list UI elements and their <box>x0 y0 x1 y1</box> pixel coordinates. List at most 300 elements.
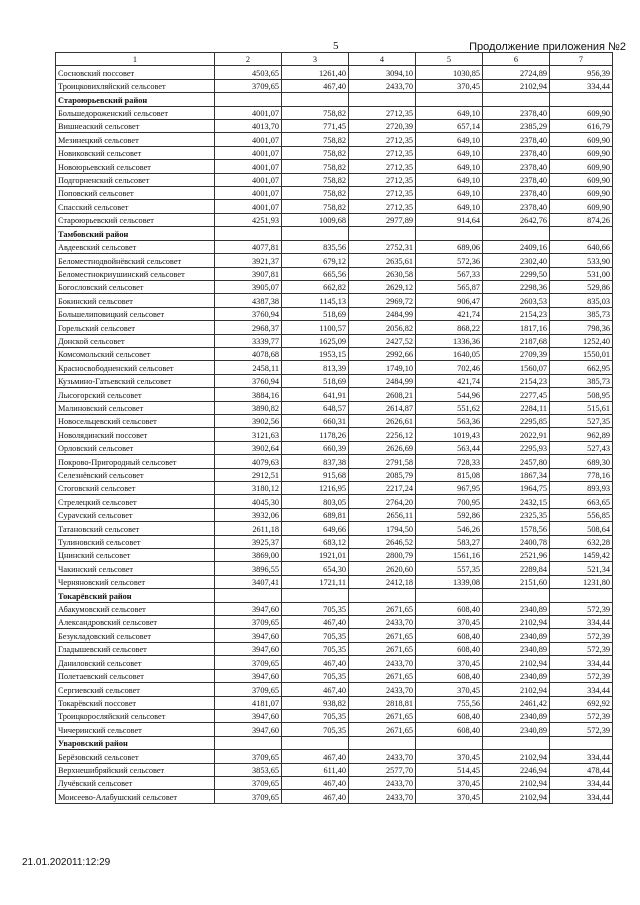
appendix-continuation-label: Продолжение приложения №2 <box>469 41 626 53</box>
value-cell-col7: 527,43 <box>550 441 613 454</box>
table-row <box>56 549 613 562</box>
value-cell-col7: 334,44 <box>550 776 613 789</box>
value-cell-col6: 2102,94 <box>483 776 550 789</box>
value-cell-col7: 556,85 <box>550 508 613 521</box>
value-cell-col2: 3869,00 <box>215 549 282 562</box>
council-name: Бокинский сельсовет <box>56 294 215 307</box>
value-cell-col6: 2432,15 <box>483 495 550 508</box>
value-cell-col5: 649,10 <box>416 173 483 186</box>
value-cell-col4: 2712,35 <box>349 187 416 200</box>
value-cell-col6: 2154,23 <box>483 374 550 387</box>
value-cell-col7: 334,44 <box>550 750 613 763</box>
table-row <box>56 254 613 267</box>
council-name: Вишнеаский сельсовет <box>56 120 215 133</box>
table-row <box>56 133 613 146</box>
value-cell-col2: 2458,11 <box>215 361 282 374</box>
value-cell-col5: 868,22 <box>416 321 483 334</box>
page-number: 5 <box>333 40 339 52</box>
value-cell-col3: 758,82 <box>282 146 349 159</box>
table-row <box>56 629 613 642</box>
value-cell-col7: 334,44 <box>550 790 613 803</box>
value-cell-col5: 563,44 <box>416 441 483 454</box>
value-cell-col6: 2102,94 <box>483 616 550 629</box>
value-cell-col6: 2340,89 <box>483 709 550 722</box>
value-cell-col6: 2102,94 <box>483 656 550 669</box>
value-cell-col5: 1640,05 <box>416 347 483 360</box>
value-cell-col7: 962,89 <box>550 428 613 441</box>
value-cell-col6: 2340,89 <box>483 723 550 736</box>
value-cell-col2: 4045,30 <box>215 495 282 508</box>
table-row <box>56 120 613 133</box>
value-cell-col7: 572,39 <box>550 723 613 736</box>
table-row <box>56 776 613 789</box>
council-name: Александровский сельсовет <box>56 616 215 629</box>
value-cell-col3: 641,91 <box>282 388 349 401</box>
value-cell-col3: 654,30 <box>282 562 349 575</box>
value-cell-col2: 3407,41 <box>215 575 282 588</box>
value-cell-col2: 2968,37 <box>215 321 282 334</box>
value-cell-col2: 3921,37 <box>215 254 282 267</box>
value-cell-col3: 705,35 <box>282 709 349 722</box>
table-row <box>56 280 613 293</box>
council-name: Селезнёвский сельсовет <box>56 468 215 481</box>
value-cell-col6: 2378,40 <box>483 173 550 186</box>
council-name: Беломестнодвойнёвский сельсовет <box>56 254 215 267</box>
value-cell-col3: 758,82 <box>282 160 349 173</box>
value-cell-col7: 572,39 <box>550 629 613 642</box>
value-cell-col5: 592,86 <box>416 508 483 521</box>
value-cell-col6: 2295,93 <box>483 441 550 454</box>
value-cell-col3: 1145,13 <box>282 294 349 307</box>
value-cell-col5: 563,36 <box>416 414 483 427</box>
value-cell-col3: 649,66 <box>282 522 349 535</box>
value-cell-col7: 1231,80 <box>550 575 613 588</box>
value-cell-col5: 1561,16 <box>416 549 483 562</box>
council-name: Горельский сельсовет <box>56 321 215 334</box>
value-cell-col4 <box>349 93 416 106</box>
council-name: Даниловский сельсовет <box>56 656 215 669</box>
value-cell-col3: 1178,26 <box>282 428 349 441</box>
council-name: Богословский сельсовет <box>56 280 215 293</box>
value-cell-col4: 2433,70 <box>349 79 416 92</box>
value-cell-col6: 2378,40 <box>483 200 550 213</box>
value-cell-col6: 2378,40 <box>483 133 550 146</box>
value-cell-col2: 3180,12 <box>215 482 282 495</box>
table-row <box>56 66 613 79</box>
council-name: Донской сельсовет <box>56 334 215 347</box>
value-cell-col5: 649,10 <box>416 160 483 173</box>
value-cell-col7: 515,61 <box>550 401 613 414</box>
value-cell-col4: 2969,72 <box>349 294 416 307</box>
value-cell-col7: 609,90 <box>550 106 613 119</box>
value-cell-col5: 967,95 <box>416 482 483 495</box>
table-row <box>56 79 613 92</box>
value-cell-col3: 1009,68 <box>282 213 349 226</box>
value-cell-col6: 2302,40 <box>483 254 550 267</box>
value-cell-col4: 2712,35 <box>349 146 416 159</box>
value-cell-col5: 649,10 <box>416 200 483 213</box>
value-cell-col7: 334,44 <box>550 616 613 629</box>
council-name: Берёзовский сельсовет <box>56 750 215 763</box>
district-header-row <box>56 589 613 602</box>
value-cell-col2: 3947,60 <box>215 669 282 682</box>
council-name: Сосновский поссовет <box>56 66 215 79</box>
value-cell-col2: 3932,06 <box>215 508 282 521</box>
value-cell-col6: 2022,91 <box>483 428 550 441</box>
value-cell-col5: 370,45 <box>416 656 483 669</box>
value-cell-col7: 572,39 <box>550 642 613 655</box>
column-number: 6 <box>483 53 550 66</box>
value-cell-col5: 370,45 <box>416 616 483 629</box>
value-cell-col3: 689,81 <box>282 508 349 521</box>
table-row <box>56 575 613 588</box>
value-cell-col7: 572,39 <box>550 602 613 615</box>
value-cell-col4: 1794,50 <box>349 522 416 535</box>
value-cell-col4: 2614,87 <box>349 401 416 414</box>
column-number: 4 <box>349 53 416 66</box>
value-cell-col3 <box>282 589 349 602</box>
value-cell-col3: 467,40 <box>282 616 349 629</box>
table-row <box>56 468 613 481</box>
table-row <box>56 441 613 454</box>
council-name: Спасский сельсовет <box>56 200 215 213</box>
value-cell-col3: 813,39 <box>282 361 349 374</box>
value-cell-col6: 2603,53 <box>483 294 550 307</box>
value-cell-col3: 803,05 <box>282 495 349 508</box>
value-cell-col5: 608,40 <box>416 723 483 736</box>
value-cell-col5 <box>416 227 483 240</box>
value-cell-col6: 1964,75 <box>483 482 550 495</box>
value-cell-col7 <box>550 93 613 106</box>
value-cell-col2: 4387,38 <box>215 294 282 307</box>
council-name: Тулиновский сельсовет <box>56 535 215 548</box>
table-row <box>56 213 613 226</box>
value-cell-col2: 3709,65 <box>215 683 282 696</box>
value-cell-col6: 2642,76 <box>483 213 550 226</box>
council-name: Цнинский сельсовет <box>56 549 215 562</box>
table-row <box>56 160 613 173</box>
value-cell-col2: 3709,65 <box>215 656 282 669</box>
value-cell-col4: 2085,79 <box>349 468 416 481</box>
value-cell-col5: 565,87 <box>416 280 483 293</box>
value-cell-col4: 2646,52 <box>349 535 416 548</box>
value-cell-col3: 467,40 <box>282 790 349 803</box>
council-name: Мезинецкий сельсовет <box>56 133 215 146</box>
value-cell-col6: 2709,39 <box>483 347 550 360</box>
value-cell-col4: 2484,99 <box>349 307 416 320</box>
value-cell-col4: 2433,70 <box>349 683 416 696</box>
council-name: Черняновский сельсовет <box>56 575 215 588</box>
value-cell-col4 <box>349 736 416 749</box>
council-name: Новосельцевский сельсовет <box>56 414 215 427</box>
value-cell-col7: 572,39 <box>550 709 613 722</box>
value-cell-col3: 938,82 <box>282 696 349 709</box>
table-row <box>56 187 613 200</box>
table-row <box>56 790 613 803</box>
table-row <box>56 347 613 360</box>
value-cell-col2: 3947,60 <box>215 723 282 736</box>
value-cell-col7: 521,34 <box>550 562 613 575</box>
value-cell-col4: 2433,70 <box>349 656 416 669</box>
council-name: Новоюрьевский сельсовет <box>56 160 215 173</box>
value-cell-col7: 798,36 <box>550 321 613 334</box>
value-cell-col4: 2056,82 <box>349 321 416 334</box>
value-cell-col4: 2630,58 <box>349 267 416 280</box>
value-cell-col3: 771,45 <box>282 120 349 133</box>
table-row <box>56 173 613 186</box>
value-cell-col3: 665,56 <box>282 267 349 280</box>
value-cell-col5: 370,45 <box>416 776 483 789</box>
value-cell-col5: 583,27 <box>416 535 483 548</box>
council-name: Татановский сельсовет <box>56 522 215 535</box>
value-cell-col6: 2378,40 <box>483 187 550 200</box>
district-header-row <box>56 227 613 240</box>
value-cell-col5: 1336,36 <box>416 334 483 347</box>
table-row <box>56 669 613 682</box>
value-cell-col2: 3947,60 <box>215 709 282 722</box>
value-cell-col5: 1030,85 <box>416 66 483 79</box>
value-cell-col5: 572,36 <box>416 254 483 267</box>
value-cell-col5: 914,64 <box>416 213 483 226</box>
council-name: Лучёвский сельсовет <box>56 776 215 789</box>
table-row <box>56 374 613 387</box>
district-name: Тамбовский район <box>56 227 215 240</box>
column-number: 2 <box>215 53 282 66</box>
table-row <box>56 307 613 320</box>
value-cell-col6: 2298,36 <box>483 280 550 293</box>
value-cell-col3: 1721,11 <box>282 575 349 588</box>
council-name: Сергиевский сельсовет <box>56 683 215 696</box>
value-cell-col7: 334,44 <box>550 683 613 696</box>
value-cell-col6: 2102,94 <box>483 683 550 696</box>
value-cell-col7: 874,26 <box>550 213 613 226</box>
value-cell-col6: 1578,56 <box>483 522 550 535</box>
value-cell-col2: 4503,65 <box>215 66 282 79</box>
value-cell-col3: 705,35 <box>282 669 349 682</box>
value-cell-col5: 702,46 <box>416 361 483 374</box>
value-cell-col4: 2629,12 <box>349 280 416 293</box>
value-cell-col3: 467,40 <box>282 79 349 92</box>
value-cell-col7: 609,90 <box>550 187 613 200</box>
table-row <box>56 401 613 414</box>
value-cell-col4: 2635,61 <box>349 254 416 267</box>
value-cell-col7: 609,90 <box>550 146 613 159</box>
value-cell-col3: 837,38 <box>282 455 349 468</box>
value-cell-col6: 2340,89 <box>483 642 550 655</box>
value-cell-col2: 3339,77 <box>215 334 282 347</box>
value-cell-col3: 1100,57 <box>282 321 349 334</box>
table-row <box>56 200 613 213</box>
value-cell-col7: 385,73 <box>550 374 613 387</box>
council-name: Подгорненский сельсовет <box>56 173 215 186</box>
value-cell-col7: 478,44 <box>550 763 613 776</box>
value-cell-col3: 683,12 <box>282 535 349 548</box>
value-cell-col2: 3902,64 <box>215 441 282 454</box>
value-cell-col4: 2712,35 <box>349 106 416 119</box>
table-row <box>56 535 613 548</box>
column-number: 7 <box>550 53 613 66</box>
value-cell-col2 <box>215 589 282 602</box>
value-cell-col3: 1261,40 <box>282 66 349 79</box>
value-cell-col5: 546,26 <box>416 522 483 535</box>
value-cell-col7: 662,95 <box>550 361 613 374</box>
value-cell-col6: 1817,16 <box>483 321 550 334</box>
value-cell-col7: 1252,40 <box>550 334 613 347</box>
value-cell-col7: 385,73 <box>550 307 613 320</box>
district-name: Староюрьевский район <box>56 93 215 106</box>
value-cell-col4: 2620,60 <box>349 562 416 575</box>
value-cell-col4: 2818,81 <box>349 696 416 709</box>
value-cell-col3: 679,12 <box>282 254 349 267</box>
value-cell-col6 <box>483 589 550 602</box>
value-cell-col4: 2800,79 <box>349 549 416 562</box>
value-cell-col6: 2277,45 <box>483 388 550 401</box>
council-name: Большедороженский сельсовет <box>56 106 215 119</box>
value-cell-col5: 1339,08 <box>416 575 483 588</box>
table-body <box>56 53 613 804</box>
table-row <box>56 696 613 709</box>
value-cell-col4: 2720,39 <box>349 120 416 133</box>
value-cell-col3: 705,35 <box>282 602 349 615</box>
value-cell-col5: 657,14 <box>416 120 483 133</box>
council-name: Стрелецкий сельсовет <box>56 495 215 508</box>
value-cell-col4: 2671,65 <box>349 723 416 736</box>
council-name: Авдеевский сельсовет <box>56 240 215 253</box>
value-cell-col2 <box>215 227 282 240</box>
value-cell-col2: 4001,07 <box>215 133 282 146</box>
value-cell-col2: 4001,07 <box>215 160 282 173</box>
value-cell-col6: 2400,78 <box>483 535 550 548</box>
value-cell-col7: 609,90 <box>550 173 613 186</box>
value-cell-col3: 758,82 <box>282 173 349 186</box>
value-cell-col6: 2521,96 <box>483 549 550 562</box>
value-cell-col2: 3947,60 <box>215 629 282 642</box>
allocation-table <box>55 52 613 804</box>
council-name: Новолядинский поссовет <box>56 428 215 441</box>
value-cell-col4: 2671,65 <box>349 669 416 682</box>
value-cell-col2: 3947,60 <box>215 642 282 655</box>
value-cell-col3: 1625,09 <box>282 334 349 347</box>
value-cell-col3: 758,82 <box>282 200 349 213</box>
value-cell-col2: 3853,65 <box>215 763 282 776</box>
district-header-row <box>56 736 613 749</box>
value-cell-col6: 2102,94 <box>483 790 550 803</box>
value-cell-col5: 421,74 <box>416 374 483 387</box>
council-name: Малиновский сельсовет <box>56 401 215 414</box>
value-cell-col6: 2340,89 <box>483 629 550 642</box>
value-cell-col6: 2378,40 <box>483 106 550 119</box>
table-row <box>56 455 613 468</box>
value-cell-col4: 2791,58 <box>349 455 416 468</box>
value-cell-col2: 3947,60 <box>215 602 282 615</box>
value-cell-col4: 2433,70 <box>349 776 416 789</box>
value-cell-col6: 2187,68 <box>483 334 550 347</box>
value-cell-col6: 2378,40 <box>483 160 550 173</box>
table-row <box>56 522 613 535</box>
value-cell-col3: 611,40 <box>282 763 349 776</box>
value-cell-col4: 2712,35 <box>349 200 416 213</box>
value-cell-col3: 705,35 <box>282 642 349 655</box>
council-name: Моисеево-Алабушский сельсовет <box>56 790 215 803</box>
value-cell-col7: 689,30 <box>550 455 613 468</box>
council-name: Новиковский сельсовет <box>56 146 215 159</box>
value-cell-col7: 632,28 <box>550 535 613 548</box>
value-cell-col2 <box>215 93 282 106</box>
council-name: Чичеринский сельсовет <box>56 723 215 736</box>
value-cell-col4: 2992,66 <box>349 347 416 360</box>
value-cell-col5: 551,62 <box>416 401 483 414</box>
value-cell-col4: 2608,21 <box>349 388 416 401</box>
value-cell-col6: 2409,16 <box>483 240 550 253</box>
value-cell-col5 <box>416 93 483 106</box>
value-cell-col2: 3896,55 <box>215 562 282 575</box>
value-cell-col5: 815,08 <box>416 468 483 481</box>
value-cell-col7 <box>550 227 613 240</box>
value-cell-col2: 4251,93 <box>215 213 282 226</box>
value-cell-col5 <box>416 589 483 602</box>
value-cell-col4: 2217,24 <box>349 482 416 495</box>
value-cell-col3: 467,40 <box>282 683 349 696</box>
column-number: 1 <box>56 53 215 66</box>
table-row <box>56 656 613 669</box>
value-cell-col7: 609,90 <box>550 133 613 146</box>
value-cell-col3: 660,31 <box>282 414 349 427</box>
value-cell-col6: 2284,11 <box>483 401 550 414</box>
value-cell-col4: 3094,10 <box>349 66 416 79</box>
value-cell-col6 <box>483 736 550 749</box>
value-cell-col6: 2289,84 <box>483 562 550 575</box>
print-timestamp: 21.01.202011:12:29 <box>22 857 111 868</box>
value-cell-col7: 572,39 <box>550 669 613 682</box>
table-row <box>56 334 613 347</box>
council-name: Орловский сельсовет <box>56 441 215 454</box>
value-cell-col7: 640,66 <box>550 240 613 253</box>
value-cell-col5: 608,40 <box>416 629 483 642</box>
value-cell-col4: 2577,70 <box>349 763 416 776</box>
value-cell-col4: 2427,52 <box>349 334 416 347</box>
value-cell-col5: 370,45 <box>416 750 483 763</box>
council-name: Чакинский сельсовет <box>56 562 215 575</box>
value-cell-col3: 467,40 <box>282 750 349 763</box>
council-name: Лысогорский сельсовет <box>56 388 215 401</box>
value-cell-col3 <box>282 736 349 749</box>
value-cell-col7: 893,93 <box>550 482 613 495</box>
council-name: Большелиповицкий сельсовет <box>56 307 215 320</box>
value-cell-col3: 758,82 <box>282 187 349 200</box>
value-cell-col5: 370,45 <box>416 79 483 92</box>
value-cell-col5: 906,47 <box>416 294 483 307</box>
value-cell-col2: 4079,63 <box>215 455 282 468</box>
value-cell-col5: 649,10 <box>416 146 483 159</box>
value-cell-col4: 2412,18 <box>349 575 416 588</box>
council-name: Токарёвский поссовет <box>56 696 215 709</box>
value-cell-col2: 4077,81 <box>215 240 282 253</box>
value-cell-col2: 3709,65 <box>215 79 282 92</box>
table-row <box>56 267 613 280</box>
value-cell-col4: 2671,65 <box>349 629 416 642</box>
table-row <box>56 723 613 736</box>
value-cell-col7 <box>550 736 613 749</box>
column-number-row <box>56 53 613 66</box>
council-name: Староюрьевский сельсовет <box>56 213 215 226</box>
table-row <box>56 750 613 763</box>
value-cell-col6: 2457,80 <box>483 455 550 468</box>
value-cell-col2: 3709,65 <box>215 616 282 629</box>
column-number: 5 <box>416 53 483 66</box>
value-cell-col3: 915,68 <box>282 468 349 481</box>
value-cell-col6 <box>483 93 550 106</box>
value-cell-col6: 2102,94 <box>483 750 550 763</box>
